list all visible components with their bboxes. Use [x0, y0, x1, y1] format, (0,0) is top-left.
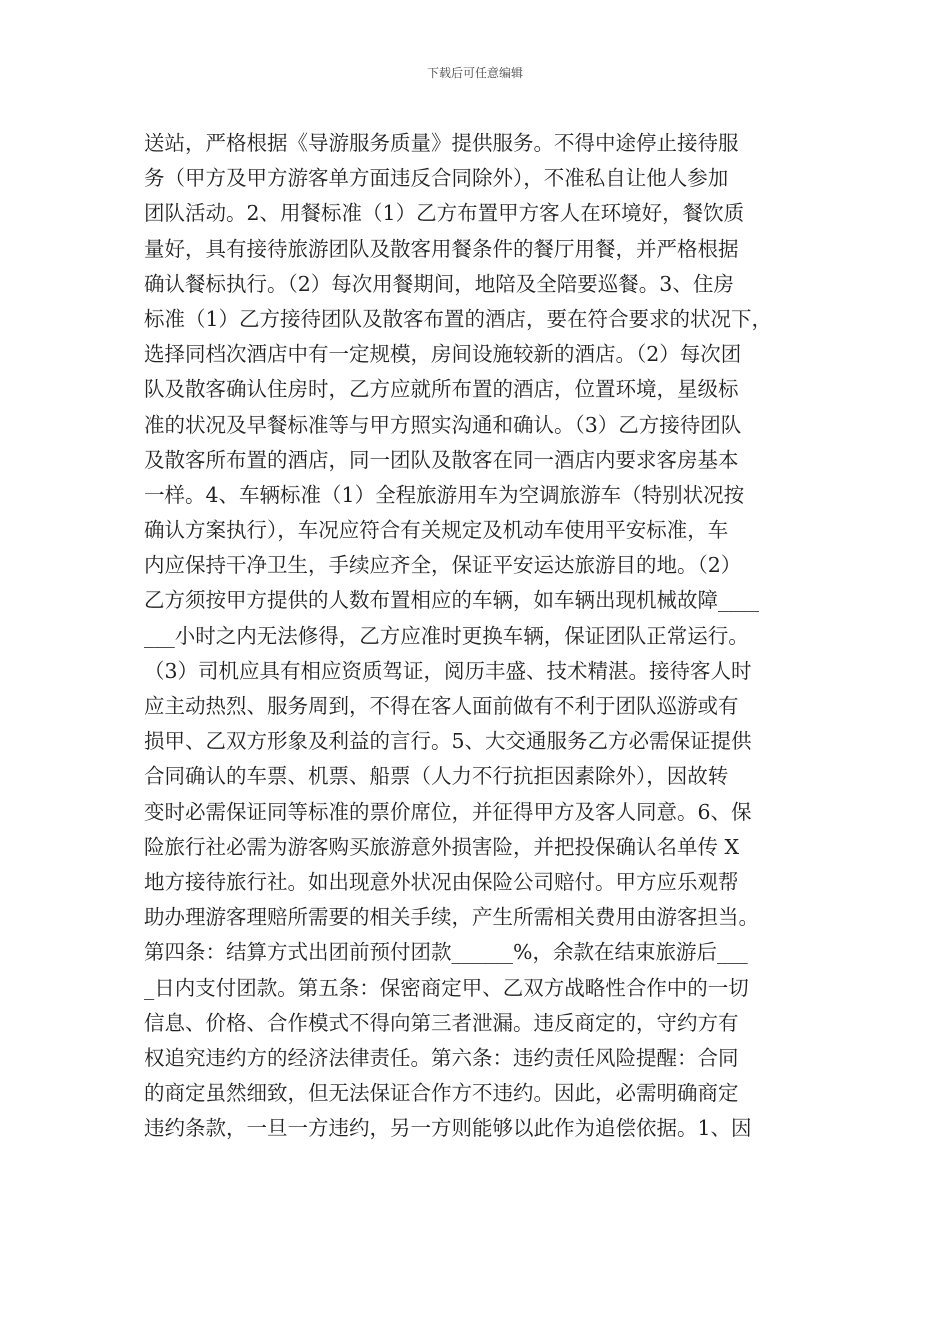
- text-line: 一样。4、车辆标准（1）全程旅游用车为空调旅游车（特别状况按: [144, 482, 745, 507]
- text-line: 合同确认的车票、机票、船票（人力不行抗拒因素除外），因故转: [144, 764, 729, 789]
- page-header: 下载后可任意编辑: [426, 66, 523, 80]
- text-line: 险旅行社必需为游客购买旅游意外损害险，并把投保确认名单传 X: [144, 834, 740, 859]
- text-line: 地方接待旅行社。如出现意外状况由保险公司赔付。甲方应乐观帮: [144, 869, 739, 894]
- text-line: 乙方须按甲方提供的人数布置相应的车辆，如车辆出现机械故障____: [144, 588, 759, 613]
- text-line: 确认餐标执行。（2）每次用餐期间，地陪及全陪要巡餐。3、住房: [144, 271, 734, 296]
- text-line: 量好，具有接待旅游团队及散客用餐条件的餐厅用餐，并严格根据: [144, 236, 739, 261]
- text-line: 的商定虽然细致，但无法保证合作方不违约。因此，必需明确商定: [144, 1081, 739, 1106]
- text-line: （3）司机应具有相应资质驾证，阅历丰盛、技术精湛。接待客人时: [144, 658, 752, 683]
- text-line: 送站，严格根据《导游服务质量》提供服务。不得中途停止接待服: [144, 131, 739, 155]
- text-line: 团队活动。2、用餐标准（1）乙方布置甲方客人在环境好，餐饮质: [144, 201, 745, 226]
- text-line: 变时必需保证同等标准的票价席位，并征得甲方及客人同意。6、保: [144, 799, 752, 824]
- text-line: 确认方案执行），车况应符合有关规定及机动车使用平安标准，车: [144, 518, 729, 543]
- text-line: _日内支付团款。第五条：保密商定甲、乙双方战略性合作中的一切: [144, 975, 749, 1000]
- text-line: 选择同档次酒店中有一定规模，房间设施较新的酒店。（2）每次团: [144, 342, 742, 367]
- text-line: 助办理游客理赔所需要的相关手续，产生所需相关费用由游客担当。: [144, 905, 759, 930]
- text-line: 标准（1）乙方接待团队及散客布置的酒店，要在符合要求的状况下，: [144, 306, 773, 331]
- text-line: 权追究违约方的经济法律责任。第六条：违约责任风险提醒：合同: [144, 1045, 739, 1070]
- text-line: 及散客所布置的酒店，同一团队及散客在同一酒店内要求客房基本: [144, 447, 739, 472]
- document-body: [144, 126, 824, 1146]
- text-line: 第四条：结算方式出团前预付团款______%，余款在结束旅游后___: [144, 940, 748, 965]
- text-line: 务（甲方及甲方游客单方面违反合同除外），不准私自让他人参加: [144, 166, 729, 191]
- text-line: 信息、价格、合作模式不得向第三者泄漏。违反商定的，守约方有: [144, 1010, 739, 1035]
- text-line: ___小时之内无法修得，乙方应准时更换车辆，保证团队正常运行。: [144, 623, 749, 648]
- text-line: 内应保持干净卫生，手续应齐全，保证平安运达旅游目的地。（2）: [144, 553, 742, 578]
- text-line: 违约条款，一旦一方违约，另一方则能够以此作为追偿依据。1、因: [144, 1116, 752, 1141]
- text-line: 应主动热烈、服务周到，不得在客人面前做有不利于团队巡游或有: [144, 694, 739, 718]
- text-line: 损甲、乙双方形象及利益的言行。5、大交通服务乙方必需保证提供: [144, 729, 752, 754]
- text-line: 队及散客确认住房时，乙方应就所布置的酒店，位置环境，星级标: [144, 377, 739, 402]
- text-line: 准的状况及早餐标准等与甲方照实沟通和确认。（3）乙方接待团队: [144, 412, 742, 437]
